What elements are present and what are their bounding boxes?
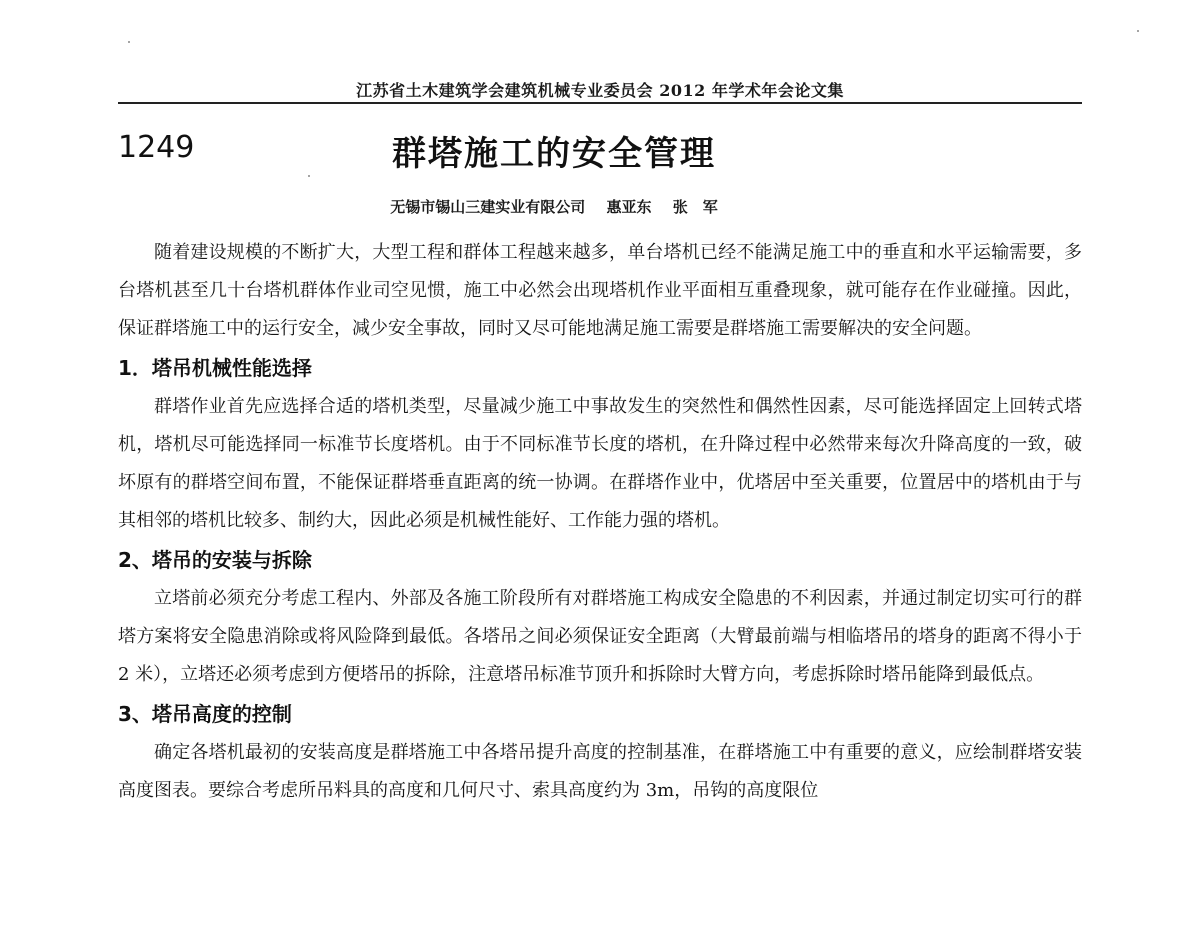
section-paragraph: 立塔前必须充分考虑工程内、外部及各施工阶段所有对群塔施工构成安全隐患的不利因素，并通过制定切实可行的群塔方案将安全隐患消除或将风险降到最低。各塔吊之间必须保证安全距离（大臂最前端与相临塔吊的塔身的距离不得小于 2 米），立塔还必须考虑到方便塔吊的拆除，注意塔吊标准节顶升和拆除时大臂方向，考虑拆除时塔吊能降到最低点。 — [118, 588, 1082, 685]
section-paragraph: 群塔作业首先应选择合适的塔机类型，尽量减少施工中事故发生的突然性和偶然性因素，尽可能选择固定上回转式塔机，塔机尽可能选择同一标准节长度塔机。由于不同标准节长度的塔机，在升降过程中必然带来每次升降高度的一致，破坏原有的群塔空间布置，不能保证群塔垂直距离的统一协调。在群塔作业中，优塔居中至关重要，位置居中的塔机由于与其相邻的塔机比较多、制约大，因此必须是机械性能好、工作能力强的塔机。 — [118, 396, 1082, 531]
paper-title: 群塔施工的安全管理 — [392, 134, 716, 174]
scan-speck — [308, 175, 310, 177]
intro-paragraph: 随着建设规模的不断扩大，大型工程和群体工程越来越多，单台塔机已经不能满足施工中的垂直和水平运输需要，多台塔机甚至几十台塔机群体作业司空见惯，施工中必然会出现塔机作业平面相互重叠现象，就可能存在作业碰撞。因此，保证群塔施工中的运行安全，减少安全事故，同时又尽可能地满足施工需要是群塔施工需要解决的安全问题。 — [118, 242, 1082, 339]
body-text — [118, 234, 1082, 810]
author-name: 惠亚东 — [606, 198, 652, 216]
scan-speck — [1137, 30, 1139, 32]
running-header: 江苏省土木建筑学会建筑机械专业委员会 2012 年学术年会论文集 — [356, 81, 844, 100]
author-name: 张 军 — [672, 198, 718, 216]
section-heading: 2、塔吊的安装与拆除 — [118, 548, 312, 572]
paper-number: 1249 — [118, 130, 195, 165]
section-heading: 3、塔吊高度的控制 — [118, 702, 292, 726]
section-paragraph: 确定各塔机最初的安装高度是群塔施工中各塔吊提升高度的控制基准，在群塔施工中有重要的意义，应绘制群塔安装高度图表。要综合考虑所吊料具的高度和几何尺寸、索具高度约为 3m，吊钩的高度限位 — [118, 742, 1082, 801]
header-rule — [118, 102, 1082, 104]
author-line — [0, 196, 1108, 217]
author-affiliation: 无锡市锡山三建实业有限公司 — [390, 198, 586, 216]
scan-speck — [128, 41, 130, 43]
section-heading: 1．塔吊机械性能选择 — [118, 356, 312, 380]
